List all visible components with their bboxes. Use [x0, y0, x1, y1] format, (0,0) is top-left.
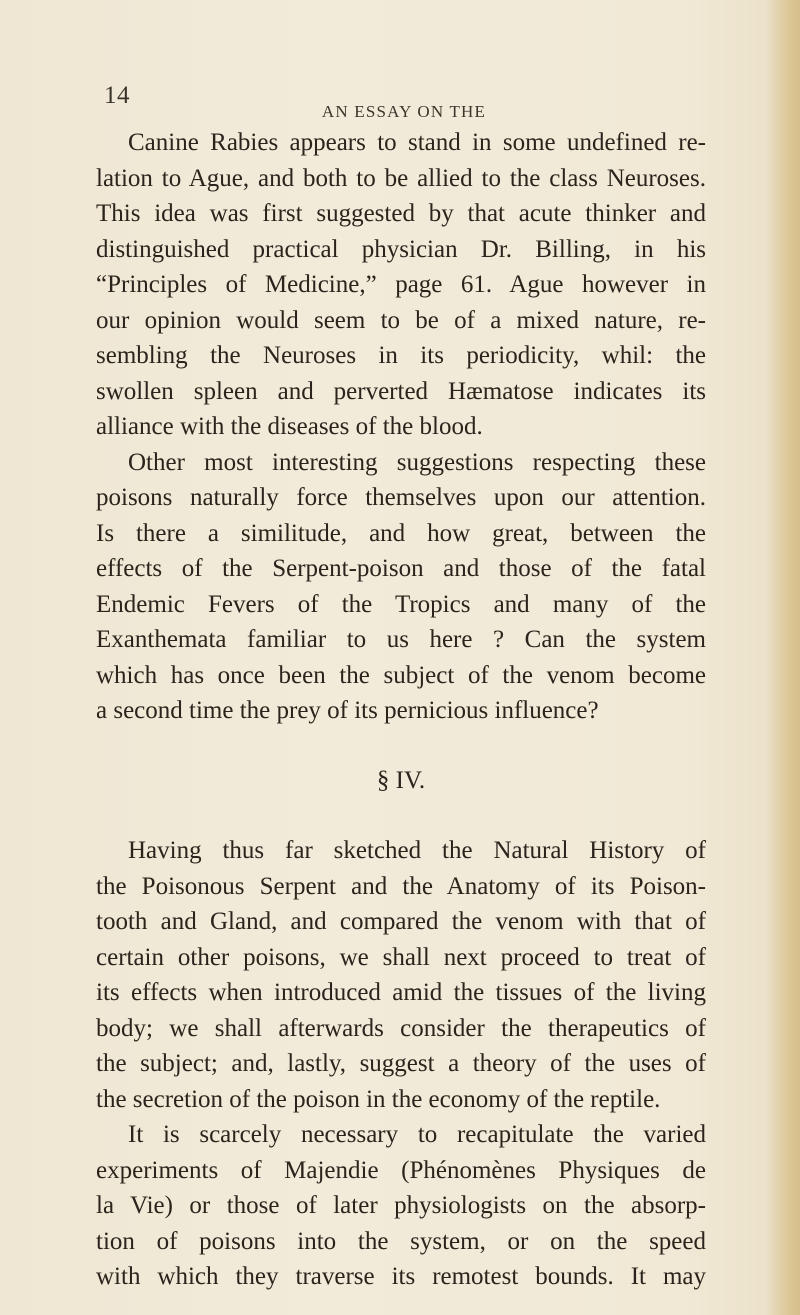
- text-line: Having thus far sketched the Natural History of: [128, 837, 706, 864]
- text-line: Endemic Fevers of the Tropics and many of the: [96, 590, 706, 618]
- text-line: Is there a similitude, and how great, between the: [96, 519, 706, 547]
- text-line: our opinion would seem to be of a mixed nature, re-: [96, 306, 706, 334]
- text-line: the subject; and, lastly, suggest a theory of the uses of: [96, 1050, 706, 1077]
- text-line: the secretion of the poison in the economy of the reptile.: [96, 1085, 661, 1113]
- text-line: experiments of Majendie (Phénomènes Physiques de: [96, 1156, 706, 1184]
- text-line: the Poisonous Serpent and the Anatomy of its Poison-: [96, 872, 706, 900]
- text-line: alliance with the diseases of the blood.: [96, 413, 483, 440]
- page-edge-shading: [766, 0, 800, 1315]
- text-line: tooth and Gland, and compared the venom with that of: [96, 908, 706, 935]
- running-head: AN ESSAY ON THE: [321, 102, 487, 121]
- text-line: a second time the prey of its pernicious influence?: [96, 697, 599, 724]
- text-line: Other most interesting suggestions respecting these: [128, 448, 706, 476]
- text-line: poisons naturally force themselves upon our attention.: [96, 484, 706, 511]
- paragraph-4: [96, 1117, 706, 1295]
- text-line: la Vie) or those of later physiologists on the absorp-: [96, 1192, 706, 1219]
- text-line: effects of the Serpent-poison and those of the fatal: [96, 555, 706, 582]
- text-line: body; we shall afterwards consider the therapeutics of: [96, 1014, 706, 1042]
- text-line: It is scarcely necessary to recapitulate the varied: [128, 1121, 706, 1148]
- text-line: Exanthemata familiar to us here ? Can the system: [96, 626, 706, 653]
- text-line: swollen spleen and perverted Hæmatose indicates its: [96, 377, 706, 405]
- text-line: certain other poisons, we shall next proceed to treat of: [96, 943, 706, 971]
- text-line: lation to Ague, and both to be allied to the class Neuroses.: [96, 164, 706, 192]
- paragraph-3: [96, 833, 706, 1117]
- page-header: [104, 82, 704, 122]
- text-line: This idea was first suggested by that acute thinker and: [96, 200, 706, 227]
- text-line: sembling the Neuroses in its periodicity, whil: the: [96, 342, 706, 369]
- text-line: with which they traverse its remotest bounds. It may: [96, 1263, 706, 1290]
- text-line: its effects when introduced amid the tissues of the living: [96, 979, 706, 1006]
- paragraph-2: [96, 445, 706, 729]
- body-text: [96, 125, 706, 1295]
- text-line: which has once been the subject of the venom become: [96, 661, 706, 689]
- text-line: Canine Rabies appears to stand in some undefined re-: [128, 129, 706, 156]
- paragraph-1: [96, 125, 706, 445]
- text-line: “Principles of Medicine,” page 61. Ague however in: [96, 271, 706, 298]
- page-number: 14: [104, 82, 130, 109]
- text-line: tion of poisons into the system, or on the speed: [96, 1227, 706, 1255]
- section-heading: § IV.: [376, 766, 426, 794]
- text-line: distinguished practical physician Dr. Billing, in his: [96, 235, 706, 263]
